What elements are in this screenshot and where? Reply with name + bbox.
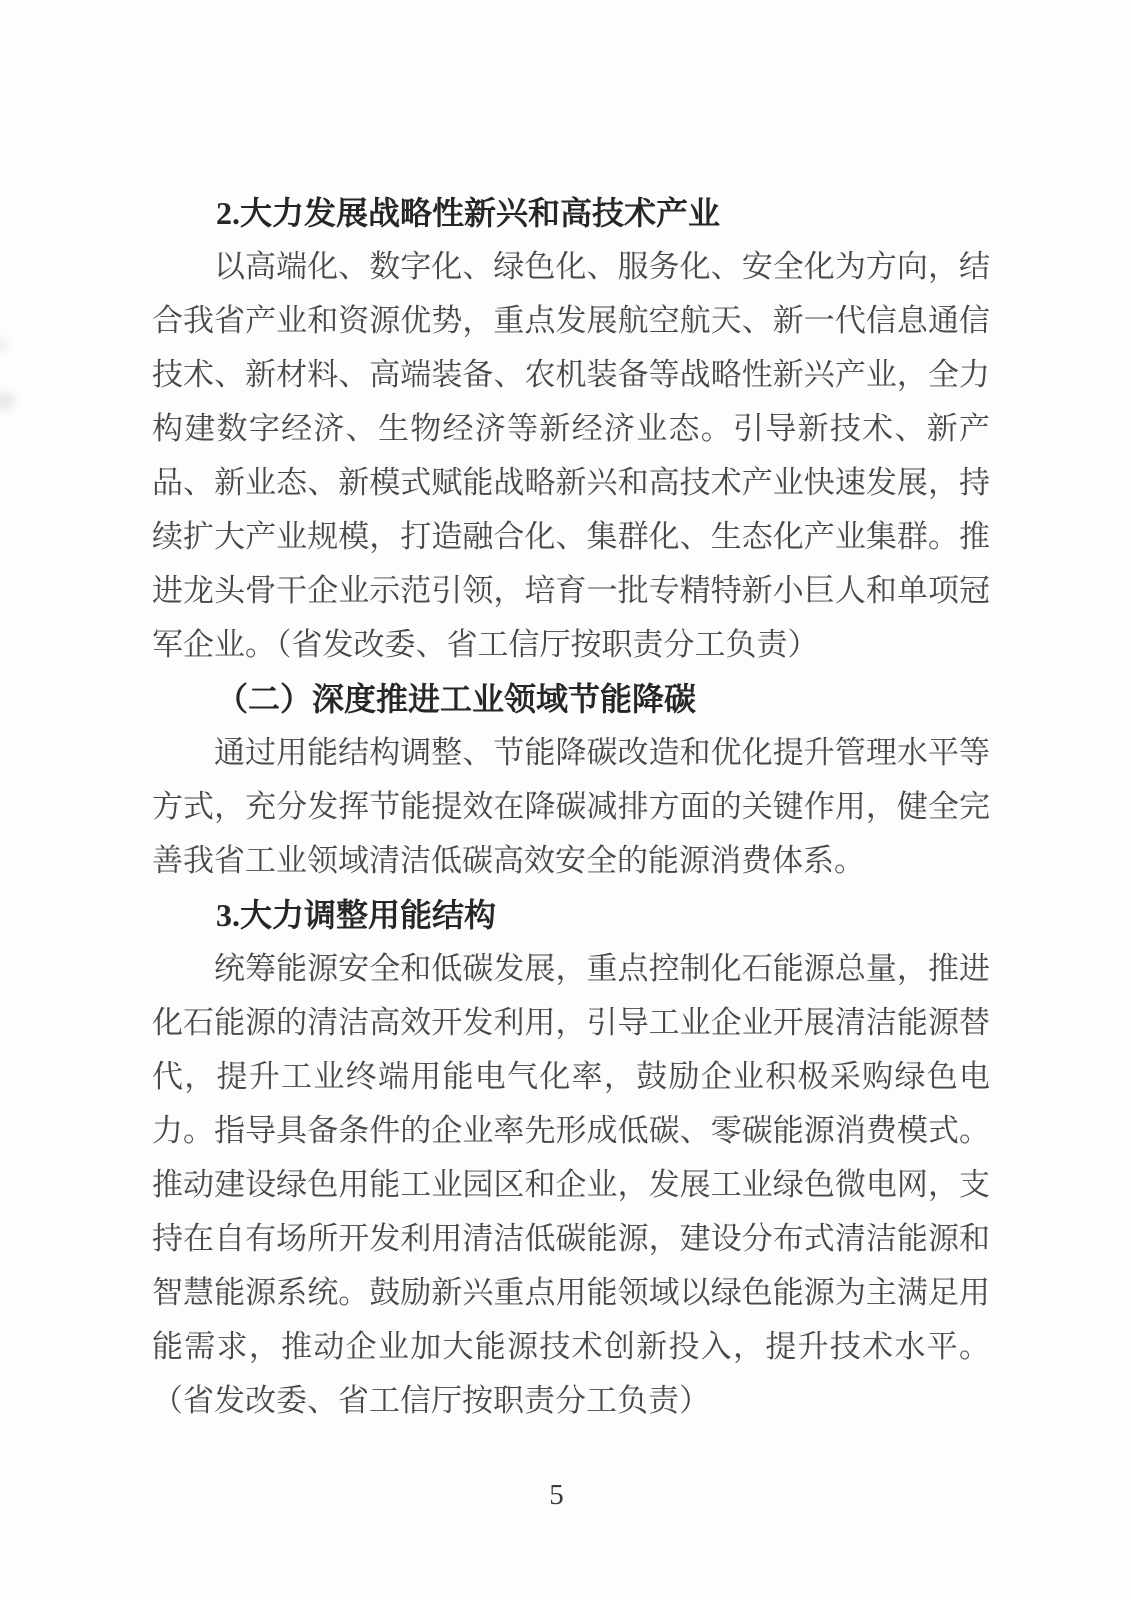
paragraph-energy-structure-adjustment: 统筹能源安全和低碳发展，重点控制化石能源总量，推进化石能源的清洁高效开发利用，引导工业企业开展清洁能源替代，提升工业终端用能电气化率，鼓励企业积极采购绿色电力。指导具备条件的企业率先形成低碳、零碳能源消费模式。推动建设绿色用能工业园区和企业，发展工业绿色微电网，支持在自有场所开发利用清洁低碳能源，建设分布式清洁能源和智慧能源系统。鼓励新兴重点用能领域以绿色能源为主满足用能需求，推动企业加大能源技术创新投入，提升技术水平。（省发改委、省工信厅按职责分工负责） [152, 951, 990, 1418]
paragraph-energy-saving-overview: 通过用能结构调整、节能降碳改造和优化提升管理水平等方式，充分发挥节能提效在降碳减排方面的关键作用，健全完善我省工业领域清洁低碳高效安全的能源消费体系。 [152, 735, 990, 878]
page-number: 5 [549, 1479, 564, 1511]
numbered-heading-2-strategic-industries: 2.大力发展战略性新兴和高技术产业 [216, 195, 721, 231]
scan-artifact-smudge [0, 392, 15, 410]
paragraph-strategic-emerging-industries: 以高端化、数字化、绿色化、服务化、安全化为方向，结合我省产业和资源优势，重点发展航空航天、新一代信息通信技术、新材料、高端装备、农机装备等战略性新兴产业，全力构建数字经济、生物经济等新经济业态。引导新技术、新产品、新业态、新模式赋能战略新兴和高技术产业快速发展，持续扩大产业规模，打造融合化、集群化、生态化产业集群。推进龙头骨干企业示范引领，培育一批专精特新小巨人和单项冠军企业。（省发改委、省工信厅按职责分工负责） [152, 249, 990, 662]
numbered-heading-3-energy-structure: 3.大力调整用能结构 [216, 897, 497, 933]
document-body [152, 186, 990, 1428]
scan-artifact-smudge [0, 338, 10, 352]
section-heading-2-industrial-energy-saving: （二）深度推进工业领域节能降碳 [216, 681, 697, 717]
page-footer [0, 1478, 1113, 1512]
